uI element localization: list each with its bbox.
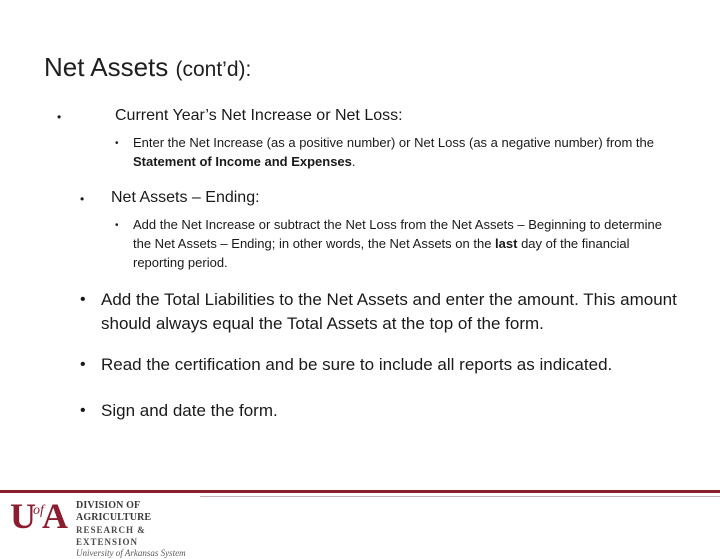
bullet-dot: • xyxy=(57,110,62,124)
emphasis-last: last xyxy=(495,236,518,251)
sub-bullet-add-net-increase xyxy=(115,215,675,272)
title-main: Net Assets xyxy=(44,52,176,82)
bullet-text: Sign and date the form. xyxy=(101,401,278,420)
bullet-dot: • xyxy=(80,291,86,308)
bullet-text: Net Assets – Ending: xyxy=(111,189,260,206)
slide-title xyxy=(44,52,251,83)
statement-name: Statement of Income and Expenses xyxy=(133,154,352,169)
bullet-sign-date xyxy=(80,399,700,423)
bullet-text: Current Year’s Net Increase or Net Loss: xyxy=(115,107,403,124)
bullet-dot: • xyxy=(80,356,86,373)
bullet-total-liabilities xyxy=(80,288,680,336)
title-sub: (cont’d): xyxy=(175,58,252,81)
sub-bullet-text: Add the Net Increase or subtract the Net Loss from the Net Assets – Beginning to determine the Net Assets – Ending; in other words, the Net Assets on the last day of the financial reporting period. xyxy=(133,217,662,270)
footer-divider xyxy=(0,490,720,493)
bullet-dot: • xyxy=(80,402,86,419)
bullet-dot: • xyxy=(115,220,119,231)
logo-wordmark: DIVISION OF AGRICULTURE RESEARCH & EXTENSION University of Arkansas System xyxy=(76,500,186,558)
sub-bullet-enter-net-increase xyxy=(115,133,675,171)
bullet-text: Read the certification and be sure to include all reports as indicated. xyxy=(101,355,613,374)
sub-bullet-text: Enter the Net Increase (as a positive number) or Net Loss (as a negative number) from the Statement of Income and Expenses. xyxy=(133,135,654,169)
bullet-dot: • xyxy=(115,138,119,149)
bullet-text: Add the Total Liabilities to the Net Assets and enter the amount. This amount should always equal the Total Assets at the top of the form. xyxy=(101,290,677,333)
uofa-division-of-agriculture-logo xyxy=(10,496,210,558)
bullet-dot: • xyxy=(80,192,85,206)
uofa-logo-mark: U of A xyxy=(10,496,68,536)
bullet-read-certification xyxy=(80,353,700,377)
footer-subdivider xyxy=(200,496,720,497)
